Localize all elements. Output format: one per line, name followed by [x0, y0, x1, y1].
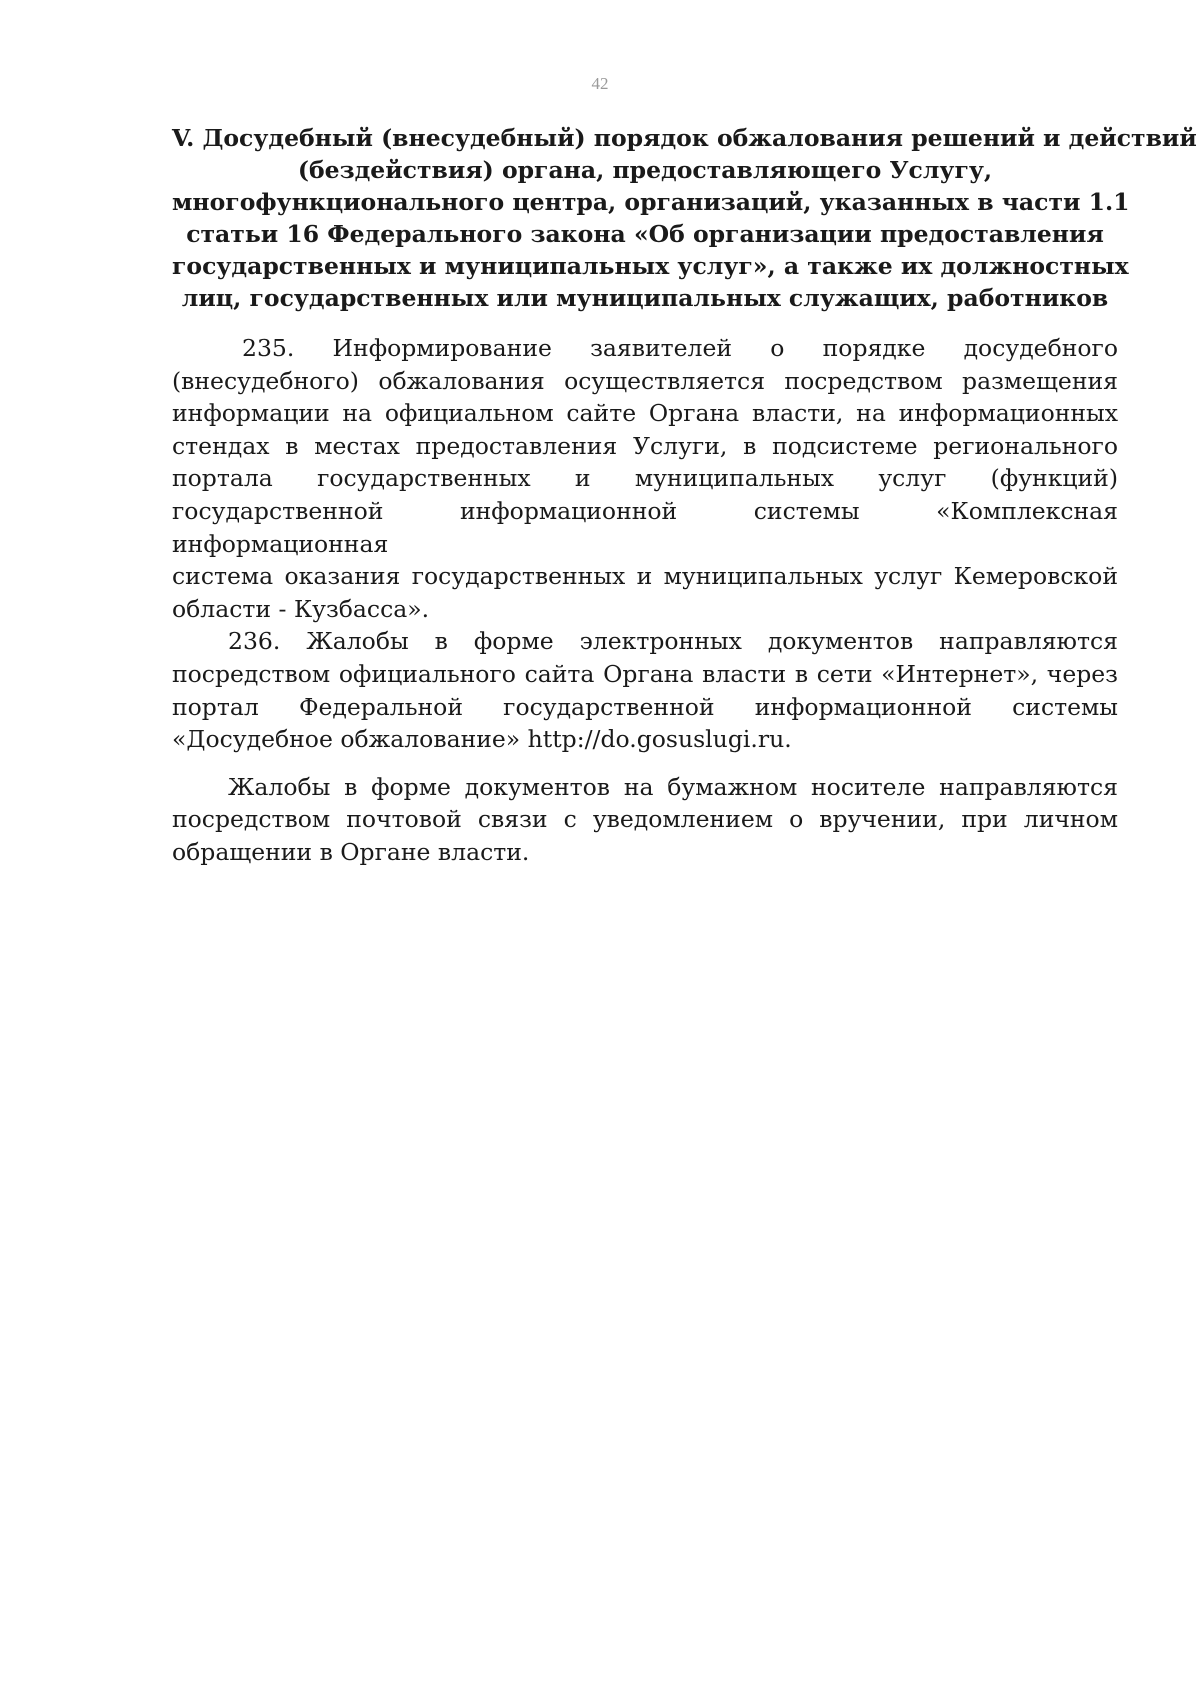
paragraph-line: портал Федеральной государственной информационной системы: [172, 692, 1118, 721]
paragraph-line: 235. Информирование заявителей о порядке досудебного: [242, 334, 1118, 362]
heading-line: лиц, государственных или муниципальных служащих, работников: [181, 284, 1109, 312]
heading-line: статьи 16 Федерального закона «Об организации предоставления: [186, 220, 1104, 248]
paragraph-line: «Досудебное обжалование» http://do.gosuslugi.ru.: [172, 725, 792, 754]
paragraph-line: 236. Жалобы в форме электронных документов направляются: [228, 627, 1118, 656]
paragraph-line: области - Кузбасса».: [172, 594, 430, 623]
paragraph-line: система оказания государственных и муниципальных услуг Кемеровской: [172, 562, 1118, 591]
paragraph-236: [172, 625, 1118, 755]
heading-line: (бездействия) органа, предоставляющего Услугу,: [297, 156, 993, 184]
paragraph-line: портала государственных и муниципальных услуг (функций): [172, 464, 1118, 493]
paragraph-line: государственной информационной системы «Комплексная информационная: [172, 496, 1118, 558]
page-number: 42: [591, 74, 609, 93]
section-heading: [172, 122, 1197, 314]
paragraph-line: стендах в местах предоставления Услуги, в подсистеме регионального: [172, 431, 1118, 460]
paragraph-line: посредством официального сайта Органа власти в сети «Интернет», через: [172, 659, 1118, 688]
paragraph-line: информации на официальном сайте Органа власти, на информационных: [172, 399, 1118, 428]
document-body: [172, 122, 1197, 869]
paragraph-235: [172, 332, 1118, 625]
heading-line: V. Досудебный (внесудебный) порядок обжалования решений и действий: [172, 124, 1197, 152]
paragraph-paper-complaints: [172, 771, 1118, 869]
paragraph-line: Жалобы в форме документов на бумажном носителе направляются: [228, 772, 1118, 801]
paragraph-line: посредством почтовой связи с уведомлением о вручении, при личном: [172, 805, 1118, 834]
heading-line: многофункционального центра, организаций, указанных в части 1.1: [172, 188, 1130, 216]
heading-line: государственных и муниципальных услуг», а также их должностных: [172, 252, 1129, 280]
paragraph-line: (внесудебного) обжалования осуществляется посредством размещения: [172, 366, 1118, 395]
body-text: [172, 332, 1118, 869]
paragraph-line: обращении в Органе власти.: [172, 837, 530, 866]
